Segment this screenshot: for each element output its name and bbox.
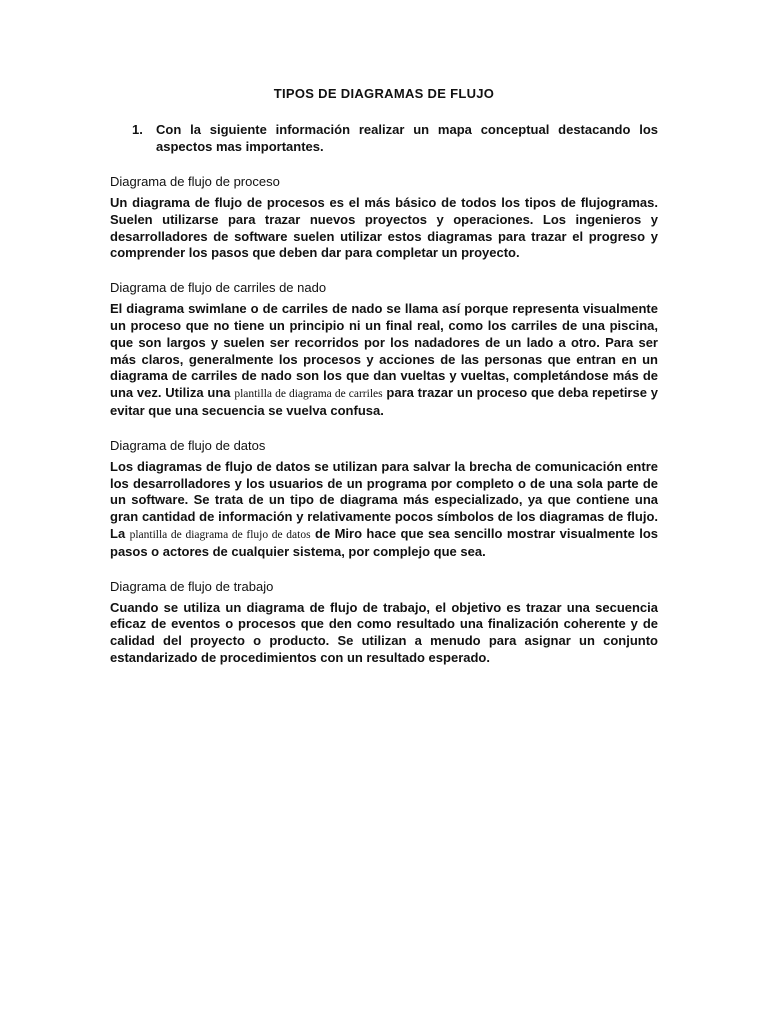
document-title: TIPOS DE DIAGRAMAS DE FLUJO <box>273 86 495 101</box>
body-text: El diagrama swimlane o de carriles de nado se llama así porque representa visualmente un proceso que no tiene un principio ni un final real, como los carriles de una piscina, que son largos y suelen ser recorridos por los nadadores de un lado a otro. Para ser más claros, generalmente los procesos y acciones de las personas que entran en un diagrama de carriles de nado son los que dan vueltas y vueltas, completándose más de una vez. Utiliza una <box>110 301 658 401</box>
section-body: Un diagrama de flujo de procesos es el más básico de todos los tipos de flujogramas. Suelen utilizarse para trazar nuevos proyectos y operaciones. Los ingenieros y desarrolladores de software suelen utilizar estos diagramas para trazar el progreso y comprender los pasos que deben dar para completar un proyecto. <box>110 195 658 261</box>
section-body <box>110 301 658 420</box>
section-heading: Diagrama de flujo de carriles de nado <box>110 280 327 296</box>
section-carriles <box>110 279 658 420</box>
body-text: Los diagramas de flujo de datos se utilizan para salvar la brecha de comunicación entre los desarrolladores y los usuarios de un programa por completo o de una sola parte de un software. Se trata de un tipo de diagrama más especializado, ya que contiene una gran cantidad de información y relativamente pocos símbolos de los diagramas de flujo. La <box>110 458 658 541</box>
task-text: Con la siguiente información realizar un mapa conceptual destacando los aspectos mas importantes. <box>156 122 658 154</box>
task-number: 1. <box>132 122 143 137</box>
body-text: de Miro hace que sea sencillo mostrar visualmente los pasos o actores de cualquier sistema, por complejo que sea. <box>110 525 658 559</box>
section-heading: Diagrama de flujo de datos <box>110 437 266 453</box>
section-heading: Diagrama de flujo de proceso <box>110 174 280 189</box>
section-body: Cuando se utiliza un diagrama de flujo de trabajo, el objetivo es trazar una secuencia eficaz de eventos o procesos que den como resultado una finalización coherente y de calidad del proyecto o producto. Se utilizan a menudo para asignar un conjunto estandarizado de procedimientos con un resultado esperado. <box>110 599 658 665</box>
section-proceso <box>110 173 658 262</box>
section-heading: Diagrama de flujo de trabajo <box>110 578 274 594</box>
task-item <box>132 121 658 155</box>
section-datos <box>110 437 658 561</box>
section-body <box>110 459 658 561</box>
template-link[interactable]: plantilla de diagrama de carriles <box>234 388 383 401</box>
body-text: para trazar un proceso que deba repetirse y evitar que una secuencia se vuelva confusa. <box>110 385 658 418</box>
template-link[interactable]: plantilla de diagrama de flujo de datos <box>129 528 311 541</box>
section-trabajo <box>110 578 658 667</box>
